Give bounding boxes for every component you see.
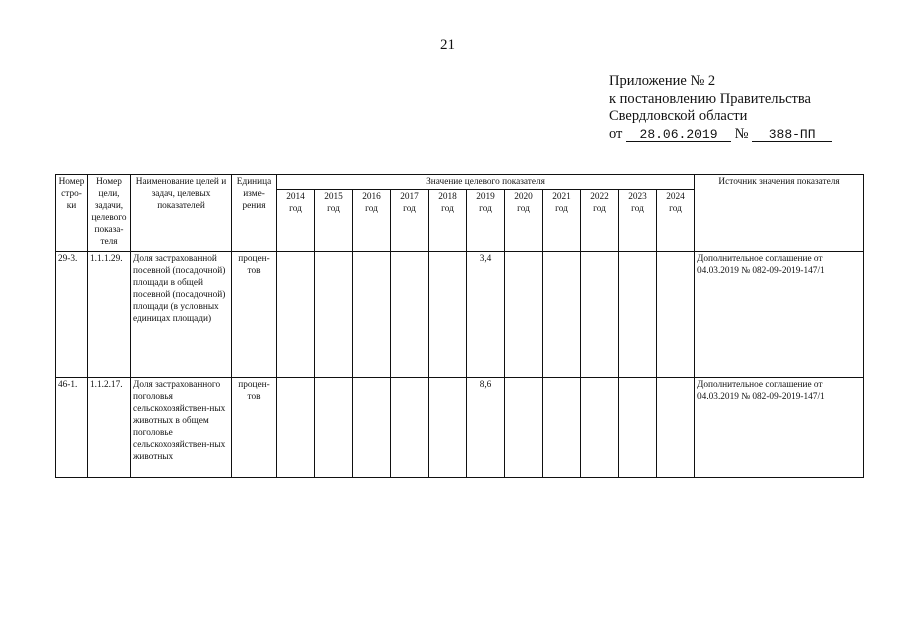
header-year: 2020 год [505, 190, 543, 252]
cell-value [657, 378, 695, 478]
table-row [56, 252, 864, 378]
cell-name: Доля застрахованного поголовья сельскохозяйствен-ных животных в общем поголовье сельскохозяйствен-ных животных [131, 378, 232, 478]
cell-value [353, 378, 391, 478]
cell-value [315, 378, 353, 478]
cell-row-number: 46-1. [56, 378, 88, 478]
number-prefix: № [734, 125, 749, 142]
cell-value [277, 252, 315, 378]
header-name: Наименование целей и задач, целевых показателей [131, 175, 232, 252]
cell-goal-number: 1.1.1.29. [88, 252, 131, 378]
cell-source: Дополнительное соглашение от 04.03.2019 № 082-09-2019-147/1 [695, 252, 864, 378]
cell-value [657, 252, 695, 378]
cell-value [429, 252, 467, 378]
appendix-resolution: к постановлению Правительства [609, 90, 811, 107]
header-year: 2022 год [581, 190, 619, 252]
header-row-number: Номер стро-ки [56, 175, 88, 252]
cell-row-number: 29-3. [56, 252, 88, 378]
header-year: 2015 год [315, 190, 353, 252]
header-year: 2021 год [543, 190, 581, 252]
cell-value [581, 378, 619, 478]
cell-value [543, 252, 581, 378]
appendix-title: Приложение № 2 [609, 73, 716, 89]
document-date: 28.06.2019 [626, 128, 731, 142]
appendix-region: Свердловской области [609, 108, 748, 124]
cell-value: 8,6 [467, 378, 505, 478]
cell-unit: процен-тов [232, 252, 277, 378]
cell-unit: процен-тов [232, 378, 277, 478]
header-row [56, 175, 864, 190]
cell-value [581, 252, 619, 378]
document-number: 388-ПП [752, 128, 832, 142]
cell-value [505, 252, 543, 378]
date-prefix: от [609, 125, 623, 142]
cell-source: Дополнительное соглашение от 04.03.2019 № 082-09-2019-147/1 [695, 378, 864, 478]
cell-value [619, 378, 657, 478]
header-year: 2014 год [277, 190, 315, 252]
cell-value [391, 378, 429, 478]
header-target-value: Значение целевого показателя [277, 175, 695, 190]
target-indicators-table [55, 174, 864, 478]
cell-value [619, 252, 657, 378]
cell-name: Доля застрахованной посевной (посадочной) площади в общей посевной (посадочной) площади (в условных единицах площади) [131, 252, 232, 378]
header-year: 2024 год [657, 190, 695, 252]
cell-value [505, 378, 543, 478]
header-goal-number: Номер цели, задачи, целевого показа-теля [88, 175, 131, 252]
table-row [56, 378, 864, 478]
cell-value [429, 378, 467, 478]
cell-value [277, 378, 315, 478]
header-year: 2016 год [353, 190, 391, 252]
header-year: 2018 год [429, 190, 467, 252]
header-year: 2017 год [391, 190, 429, 252]
cell-value [543, 378, 581, 478]
cell-value [353, 252, 391, 378]
header-unit: Единица изме-рения [232, 175, 277, 252]
appendix-header [609, 73, 832, 143]
cell-value [391, 252, 429, 378]
page-number: 21 [440, 37, 455, 53]
appendix-date-line [609, 126, 832, 144]
cell-value [315, 252, 353, 378]
header-source: Источник значения показателя [695, 175, 864, 252]
cell-value: 3,4 [467, 252, 505, 378]
cell-goal-number: 1.1.2.17. [88, 378, 131, 478]
header-year: 2019 год [467, 190, 505, 252]
header-year: 2023 год [619, 190, 657, 252]
